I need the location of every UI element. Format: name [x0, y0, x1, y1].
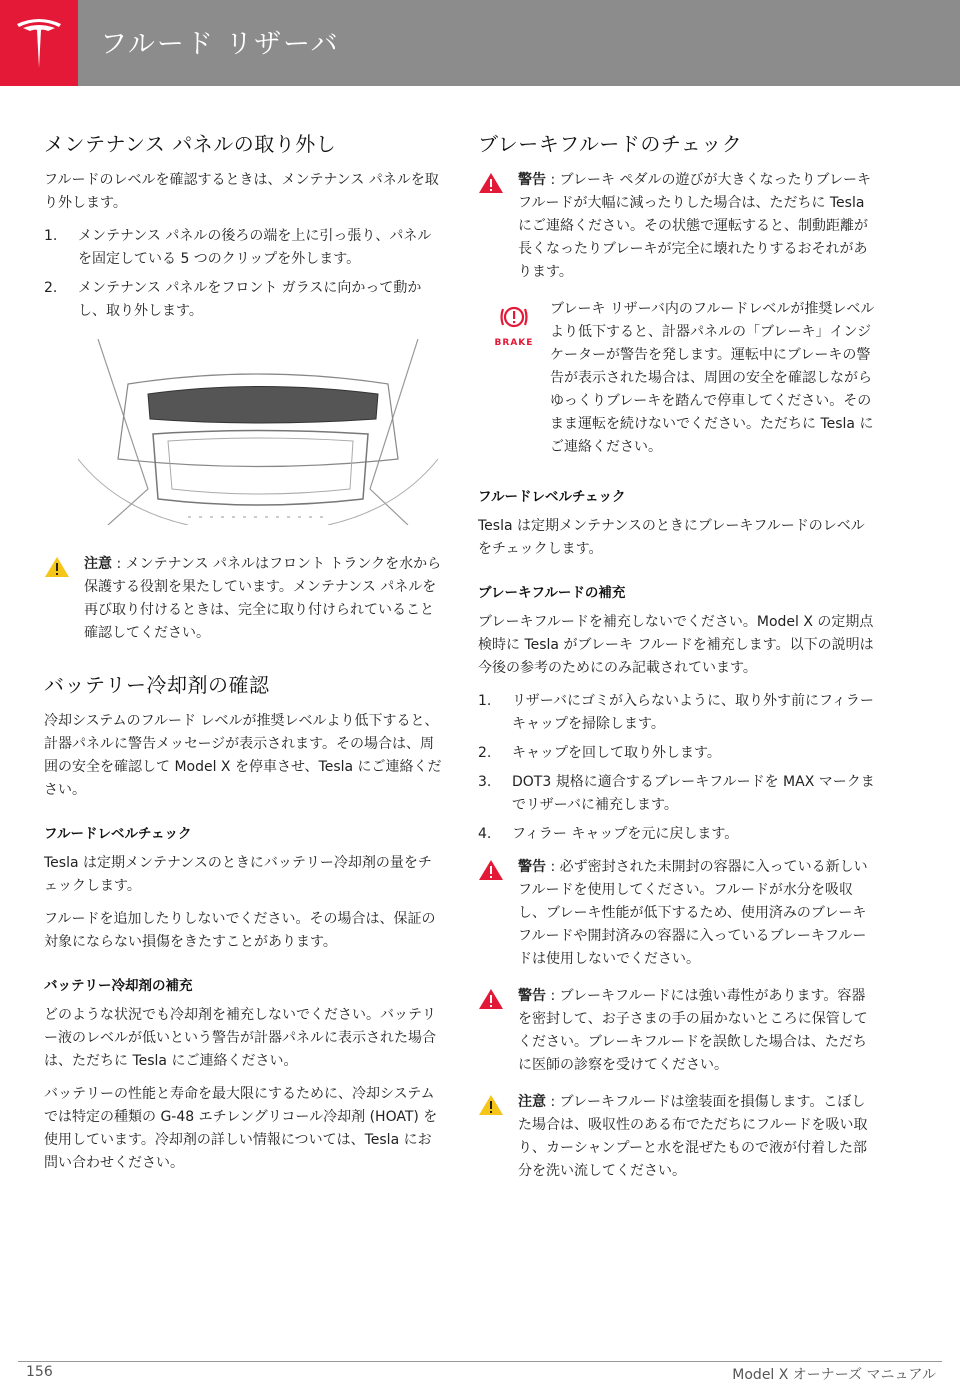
warning-text: : ブレーキ ペダルの遊びが大きくなったりブレーキフルードが大幅に減ったりした場合は、ただちに Tesla にご連絡ください。その状態で運転すると、制動距離が長くなったりブレーキが完全に壊れたりするおそれがあります。 [518, 172, 871, 280]
step-number: 1. [44, 228, 58, 244]
caution-label: 注意 [518, 1094, 546, 1110]
warning-notice [478, 169, 878, 284]
manual-title: Model X オーナーズ マニュアル [732, 1367, 936, 1383]
front-trunk-illustration [78, 339, 438, 525]
logo-box [0, 0, 78, 86]
paragraph: フルードのレベルを確認するときは、メンテナンス パネルを取り外します。 [44, 172, 439, 211]
brake-label: BRAKE [494, 338, 534, 348]
caution-label: 注意 [84, 556, 112, 572]
left-column [44, 128, 444, 1185]
list-item [478, 823, 878, 846]
section-title-brake-fluid: ブレーキフルードのチェック [478, 132, 743, 156]
list-item [478, 742, 878, 765]
paragraph: どのような状況でも冷却剤を補充しないでください。バッテリー液のレベルが低いという警告が計器パネルに表示された場合は、ただちに Tesla にご連絡ください。 [44, 1007, 436, 1069]
section-title-battery-coolant: バッテリー冷却剤の確認 [44, 673, 270, 697]
warning-label: 警告 [518, 172, 546, 188]
list-item [44, 277, 444, 323]
brake-warning-icon [499, 302, 529, 332]
warning-notice [478, 856, 878, 971]
caution-notice [478, 1091, 878, 1183]
caution-text: : メンテナンス パネルはフロント トランクを水から保護する役割を果たしています。メンテナンス パネルを再び取り付けるときは、完全に取り付けられていること確認してください。 [84, 556, 442, 641]
list-item [478, 771, 878, 817]
paragraph: Tesla は定期メンテナンスのときにバッテリー冷却剤の量をチェックします。 [44, 855, 432, 894]
footer-divider [18, 1361, 942, 1362]
caution-icon [44, 556, 70, 578]
caution-text: : ブレーキフルードは塗装面を損傷します。こぼした場合は、吸収性のある布でただちにフルードを吸い取り、カーシャンプーと水を混ぜたもので液が付着した部分を洗い流してください。 [518, 1094, 868, 1179]
warning-label: 警告 [518, 859, 546, 875]
right-column [478, 128, 878, 1197]
list-item [478, 690, 878, 736]
warning-text: : ブレーキフルードには強い毒性があります。容器を密封して、お子さまの手の届かないところに保管してください。ブレーキフルードを誤飲した場合は、ただちに医師の診察を受けてください。 [518, 988, 868, 1073]
paragraph: バッテリーの性能と寿命を最大限にするために、冷却システムでは特定の種類の G-48 エチレングリコール冷却剤 (HOAT) を使用しています。冷却剤の詳しい情報については、Tesla にお問い合わせください。 [44, 1086, 438, 1171]
step-text: メンテナンス パネルの後ろの端を上に引っ張り、パネルを固定している 5 つのクリップを外します。 [78, 228, 432, 267]
page-title: フルード リザーバ [100, 29, 340, 60]
step-text: DOT3 規格に適合するブレーキフルードを MAX マークまでリザーバに補充します。 [512, 774, 875, 813]
step-text: フィラー キャップを元に戻します。 [512, 826, 739, 842]
page-number: 156 [26, 1364, 53, 1380]
subsection-title: フルードレベルチェック [478, 489, 626, 505]
warning-notice [478, 985, 878, 1077]
paragraph: Tesla は定期メンテナンスのときにブレーキフルードのレベルをチェックします。 [478, 518, 865, 557]
step-text: メンテナンス パネルをフロント ガラスに向かって動かし、取り外します。 [78, 280, 422, 319]
list-item [44, 225, 444, 271]
subsection-title: バッテリー冷却剤の補充 [44, 978, 193, 994]
paragraph: フルードを追加したりしないでください。その場合は、保証の対象にならない損傷をきたすことがあります。 [44, 911, 436, 950]
page-header [0, 0, 960, 86]
warning-icon [478, 172, 504, 194]
warning-text: : 必ず密封された未開封の容器に入っている新しいフルードを使用してください。フルードが水分を吸収し、ブレーキ性能が低下するため、使用済みのブレーキフルードや開封済みの容器に入っているブレーキフルードは使用しないでください。 [518, 859, 868, 967]
step-text: キャップを回して取り外します。 [512, 745, 721, 761]
subsection-title: フルードレベルチェック [44, 826, 192, 842]
warning-icon [478, 988, 504, 1010]
step-number: 2. [44, 280, 58, 296]
section-title-maintenance-panel: メンテナンス パネルの取り外し [44, 132, 337, 156]
step-number: 2. [478, 745, 492, 761]
step-number: 1. [478, 693, 492, 709]
caution-icon [478, 1094, 504, 1116]
paragraph: 冷却システムのフルード レベルが推奨レベルより低下すると、計器パネルに警告メッセージが表示されます。その場合は、周囲の安全を確認して Model X を停車させ、Tesla にご連絡ください。 [44, 713, 442, 798]
paragraph: ブレーキフルードを補充しないでください。Model X の定期点検時に Tesla がブレーキ フルードを補充します。以下の説明は今後の参考のためにのみ記載されています。 [478, 614, 874, 676]
tesla-logo-icon [14, 16, 64, 70]
brake-text: ブレーキ リザーバ内のフルードレベルが推奨レベルより低下すると、計器パネルの「ブレーキ」インジケーターが警告を発します。運転中にブレーキの警告が表示された場合は、周囲の安全を確認しながらゆっくりブレーキを踏んで停車してください。そのまま運転を続けないでください。ただちに Tesla にご連絡ください。 [550, 301, 875, 455]
subsection-title: ブレーキフルードの補充 [478, 585, 626, 601]
caution-notice [44, 553, 444, 645]
step-number: 4. [478, 826, 492, 842]
step-text: リザーバにゴミが入らないように、取り外す前にフィラーキャップを掃除します。 [512, 693, 874, 732]
step-number: 3. [478, 774, 492, 790]
warning-icon [478, 859, 504, 881]
warning-label: 警告 [518, 988, 546, 1004]
brake-indicator-info [478, 298, 878, 459]
